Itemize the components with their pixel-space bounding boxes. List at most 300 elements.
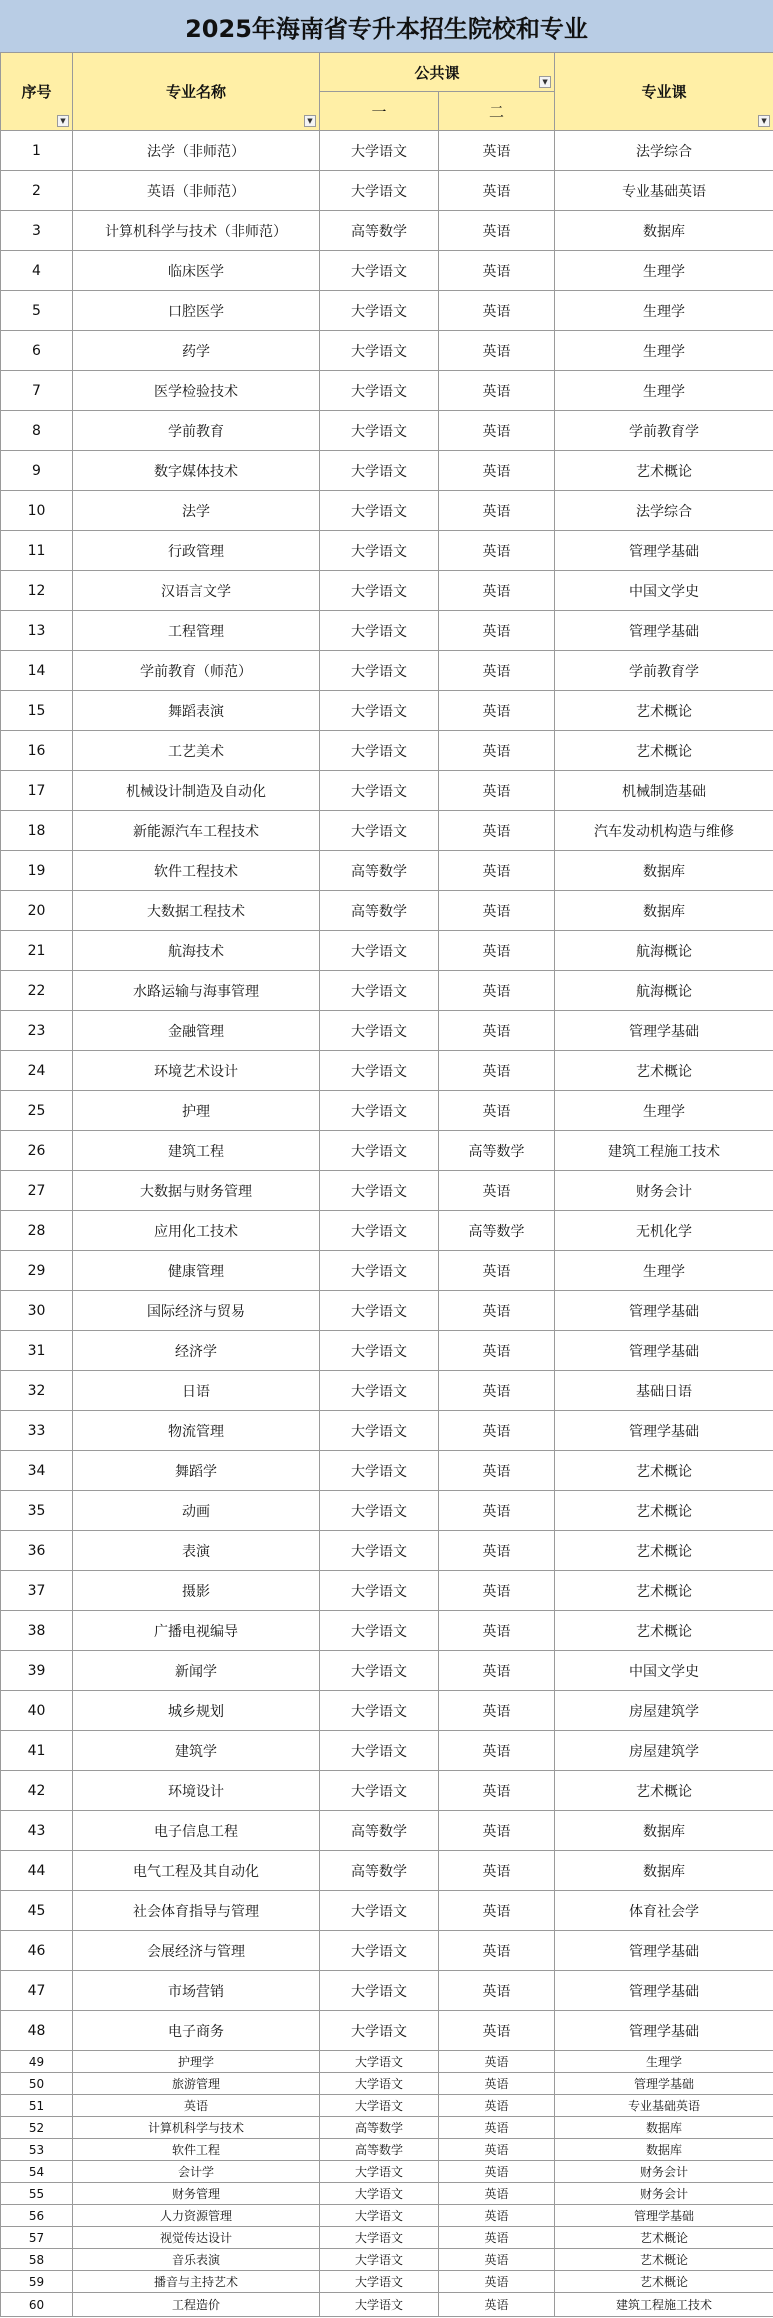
public-1-cell: 大学语文 — [320, 371, 439, 411]
public-1-cell: 大学语文 — [320, 1891, 439, 1931]
table-row — [1, 2205, 773, 2227]
table-body — [1, 131, 773, 2317]
major-cell: 汉语言文学 — [73, 571, 320, 611]
public-2-cell: 英语 — [439, 1331, 555, 1371]
public-2-cell: 英语 — [439, 1011, 555, 1051]
public-1-cell: 大学语文 — [320, 771, 439, 811]
table-row — [1, 131, 773, 171]
public-2-cell: 英语 — [439, 331, 555, 371]
seq-cell: 32 — [1, 1371, 73, 1411]
public-2-cell: 英语 — [439, 2205, 555, 2227]
seq-cell: 47 — [1, 1971, 73, 2011]
table-row — [1, 2095, 773, 2117]
major-cell: 会计学 — [73, 2161, 320, 2183]
professional-cell: 管理学基础 — [555, 1331, 773, 1371]
professional-cell: 艺术概论 — [555, 1051, 773, 1091]
table-row — [1, 2293, 773, 2317]
major-cell: 软件工程技术 — [73, 851, 320, 891]
table-row — [1, 2051, 773, 2073]
seq-cell: 23 — [1, 1011, 73, 1051]
professional-cell: 数据库 — [555, 1851, 773, 1891]
public-1-cell: 大学语文 — [320, 1331, 439, 1371]
major-cell: 临床医学 — [73, 251, 320, 291]
public-2-cell: 英语 — [439, 1971, 555, 2011]
seq-cell: 58 — [1, 2249, 73, 2271]
major-cell: 应用化工技术 — [73, 1211, 320, 1251]
professional-cell: 艺术概论 — [555, 1571, 773, 1611]
seq-cell: 15 — [1, 691, 73, 731]
filter-dropdown-icon[interactable]: ▼ — [57, 115, 69, 127]
major-cell: 护理学 — [73, 2051, 320, 2073]
major-cell: 计算机科学与技术（非师范） — [73, 211, 320, 251]
professional-cell: 房屋建筑学 — [555, 1691, 773, 1731]
header-professional — [555, 53, 773, 131]
public-1-cell: 大学语文 — [320, 1251, 439, 1291]
public-1-cell: 大学语文 — [320, 2293, 439, 2317]
seq-cell: 11 — [1, 531, 73, 571]
major-cell: 建筑学 — [73, 1731, 320, 1771]
table-row — [1, 1851, 773, 1891]
major-cell: 电子信息工程 — [73, 1811, 320, 1851]
seq-cell: 48 — [1, 2011, 73, 2051]
seq-cell: 51 — [1, 2095, 73, 2117]
public-2-cell: 英语 — [439, 1571, 555, 1611]
table-row — [1, 1051, 773, 1091]
public-2-cell: 英语 — [439, 1691, 555, 1731]
seq-cell: 14 — [1, 651, 73, 691]
public-1-cell: 大学语文 — [320, 331, 439, 371]
public-2-cell: 高等数学 — [439, 1211, 555, 1251]
professional-cell: 生理学 — [555, 251, 773, 291]
seq-cell: 18 — [1, 811, 73, 851]
seq-cell: 31 — [1, 1331, 73, 1371]
public-1-cell: 大学语文 — [320, 1491, 439, 1531]
professional-cell: 生理学 — [555, 1091, 773, 1131]
table-row — [1, 1491, 773, 1531]
professional-cell: 艺术概论 — [555, 1771, 773, 1811]
major-cell: 工程造价 — [73, 2293, 320, 2317]
public-2-cell: 英语 — [439, 2293, 555, 2317]
public-1-cell: 高等数学 — [320, 2117, 439, 2139]
table-row — [1, 1131, 773, 1171]
table-row — [1, 171, 773, 211]
professional-cell: 数据库 — [555, 1811, 773, 1851]
major-cell: 英语（非师范） — [73, 171, 320, 211]
public-2-cell: 英语 — [439, 131, 555, 171]
major-cell: 表演 — [73, 1531, 320, 1571]
filter-dropdown-icon[interactable]: ▼ — [539, 76, 551, 88]
major-cell: 旅游管理 — [73, 2073, 320, 2095]
table-row — [1, 2161, 773, 2183]
professional-cell: 管理学基础 — [555, 2205, 773, 2227]
public-2-cell: 英语 — [439, 491, 555, 531]
seq-cell: 45 — [1, 1891, 73, 1931]
professional-cell: 学前教育学 — [555, 651, 773, 691]
public-2-cell: 英语 — [439, 611, 555, 651]
professional-cell: 数据库 — [555, 2117, 773, 2139]
table-row — [1, 1771, 773, 1811]
public-1-cell: 高等数学 — [320, 1851, 439, 1891]
public-1-cell: 大学语文 — [320, 411, 439, 451]
public-1-cell: 大学语文 — [320, 491, 439, 531]
professional-cell: 建筑工程施工技术 — [555, 2293, 773, 2317]
public-1-cell: 大学语文 — [320, 291, 439, 331]
public-2-cell: 英语 — [439, 2227, 555, 2249]
seq-cell: 3 — [1, 211, 73, 251]
table-row — [1, 1411, 773, 1451]
public-1-cell: 大学语文 — [320, 1611, 439, 1651]
public-1-cell: 大学语文 — [320, 1371, 439, 1411]
table-row — [1, 571, 773, 611]
public-2-cell: 英语 — [439, 2249, 555, 2271]
public-1-cell: 大学语文 — [320, 691, 439, 731]
public-2-cell: 英语 — [439, 251, 555, 291]
professional-cell: 生理学 — [555, 331, 773, 371]
header-major — [73, 53, 320, 131]
public-1-cell: 大学语文 — [320, 1971, 439, 2011]
professional-cell: 学前教育学 — [555, 411, 773, 451]
public-2-cell: 英语 — [439, 211, 555, 251]
public-1-cell: 大学语文 — [320, 1731, 439, 1771]
table-row — [1, 211, 773, 251]
seq-cell: 60 — [1, 2293, 73, 2317]
table-row — [1, 2117, 773, 2139]
public-1-cell: 大学语文 — [320, 451, 439, 491]
public-2-cell: 英语 — [439, 1451, 555, 1491]
professional-cell: 数据库 — [555, 2139, 773, 2161]
seq-cell: 40 — [1, 1691, 73, 1731]
table-row — [1, 931, 773, 971]
seq-cell: 35 — [1, 1491, 73, 1531]
seq-cell: 8 — [1, 411, 73, 451]
seq-cell: 33 — [1, 1411, 73, 1451]
major-cell: 会展经济与管理 — [73, 1931, 320, 1971]
professional-cell: 体育社会学 — [555, 1891, 773, 1931]
table-row — [1, 971, 773, 1011]
professional-cell: 管理学基础 — [555, 1411, 773, 1451]
public-2-cell: 英语 — [439, 2095, 555, 2117]
table-row — [1, 2227, 773, 2249]
public-2-cell: 英语 — [439, 1771, 555, 1811]
table-row — [1, 771, 773, 811]
table-row — [1, 331, 773, 371]
table-row — [1, 611, 773, 651]
professional-cell: 管理学基础 — [555, 2011, 773, 2051]
seq-cell: 24 — [1, 1051, 73, 1091]
seq-cell: 56 — [1, 2205, 73, 2227]
table-row — [1, 291, 773, 331]
seq-cell: 17 — [1, 771, 73, 811]
public-2-cell: 英语 — [439, 2139, 555, 2161]
major-cell: 水路运输与海事管理 — [73, 971, 320, 1011]
professional-cell: 艺术概论 — [555, 451, 773, 491]
seq-cell: 9 — [1, 451, 73, 491]
public-1-cell: 大学语文 — [320, 1011, 439, 1051]
major-cell: 数字媒体技术 — [73, 451, 320, 491]
seq-cell: 49 — [1, 2051, 73, 2073]
major-cell: 口腔医学 — [73, 291, 320, 331]
public-2-cell: 英语 — [439, 1491, 555, 1531]
table-row — [1, 851, 773, 891]
table-row — [1, 451, 773, 491]
table-row — [1, 1011, 773, 1051]
seq-cell: 38 — [1, 1611, 73, 1651]
table-row — [1, 1371, 773, 1411]
major-cell: 舞蹈学 — [73, 1451, 320, 1491]
seq-cell: 12 — [1, 571, 73, 611]
public-2-cell: 英语 — [439, 811, 555, 851]
public-2-cell: 英语 — [439, 2271, 555, 2293]
table-row — [1, 411, 773, 451]
public-2-cell: 英语 — [439, 2183, 555, 2205]
seq-cell: 43 — [1, 1811, 73, 1851]
major-cell: 计算机科学与技术 — [73, 2117, 320, 2139]
professional-cell: 数据库 — [555, 891, 773, 931]
professional-cell: 建筑工程施工技术 — [555, 1131, 773, 1171]
professional-cell: 管理学基础 — [555, 2073, 773, 2095]
seq-cell: 20 — [1, 891, 73, 931]
major-cell: 法学（非师范） — [73, 131, 320, 171]
professional-cell: 生理学 — [555, 2051, 773, 2073]
major-cell: 建筑工程 — [73, 1131, 320, 1171]
table-row — [1, 2073, 773, 2095]
seq-cell: 54 — [1, 2161, 73, 2183]
professional-cell: 基础日语 — [555, 1371, 773, 1411]
major-cell: 环境设计 — [73, 1771, 320, 1811]
public-1-cell: 大学语文 — [320, 1931, 439, 1971]
major-cell: 学前教育 — [73, 411, 320, 451]
seq-cell: 13 — [1, 611, 73, 651]
filter-dropdown-icon[interactable]: ▼ — [758, 115, 770, 127]
public-1-cell: 大学语文 — [320, 1411, 439, 1451]
major-cell: 舞蹈表演 — [73, 691, 320, 731]
seq-cell: 22 — [1, 971, 73, 1011]
major-cell: 大数据与财务管理 — [73, 1171, 320, 1211]
seq-cell: 1 — [1, 131, 73, 171]
seq-cell: 30 — [1, 1291, 73, 1331]
public-1-cell: 高等数学 — [320, 891, 439, 931]
professional-cell: 艺术概论 — [555, 1531, 773, 1571]
public-2-cell: 英语 — [439, 1371, 555, 1411]
seq-cell: 59 — [1, 2271, 73, 2293]
major-cell: 经济学 — [73, 1331, 320, 1371]
public-2-cell: 英语 — [439, 891, 555, 931]
public-1-cell: 大学语文 — [320, 1171, 439, 1211]
professional-cell: 生理学 — [555, 291, 773, 331]
public-1-cell: 高等数学 — [320, 1811, 439, 1851]
seq-cell: 2 — [1, 171, 73, 211]
table-row — [1, 1531, 773, 1571]
major-cell: 药学 — [73, 331, 320, 371]
professional-cell: 数据库 — [555, 211, 773, 251]
major-cell: 物流管理 — [73, 1411, 320, 1451]
professional-cell: 艺术概论 — [555, 691, 773, 731]
table-row — [1, 531, 773, 571]
seq-cell: 34 — [1, 1451, 73, 1491]
public-1-cell: 大学语文 — [320, 1771, 439, 1811]
table-row — [1, 2139, 773, 2161]
public-2-cell: 英语 — [439, 1731, 555, 1771]
professional-cell: 中国文学史 — [555, 1651, 773, 1691]
major-cell: 行政管理 — [73, 531, 320, 571]
public-1-cell: 大学语文 — [320, 611, 439, 651]
professional-cell: 专业基础英语 — [555, 171, 773, 211]
major-cell: 工程管理 — [73, 611, 320, 651]
table-row — [1, 1451, 773, 1491]
public-2-cell: 英语 — [439, 1291, 555, 1331]
major-cell: 国际经济与贸易 — [73, 1291, 320, 1331]
header-major-label: 专业名称 — [165, 83, 226, 101]
major-cell: 机械设计制造及自动化 — [73, 771, 320, 811]
table-row — [1, 651, 773, 691]
header-seq-label: 序号 — [21, 83, 52, 101]
table-row — [1, 2183, 773, 2205]
table-row — [1, 1891, 773, 1931]
public-2-cell: 英语 — [439, 691, 555, 731]
seq-cell: 39 — [1, 1651, 73, 1691]
seq-cell: 46 — [1, 1931, 73, 1971]
seq-cell: 55 — [1, 2183, 73, 2205]
table-row — [1, 1931, 773, 1971]
major-cell: 软件工程 — [73, 2139, 320, 2161]
public-1-cell: 大学语文 — [320, 1051, 439, 1091]
major-cell: 新闻学 — [73, 1651, 320, 1691]
seq-cell: 36 — [1, 1531, 73, 1571]
public-2-cell: 高等数学 — [439, 1131, 555, 1171]
public-2-cell: 英语 — [439, 1891, 555, 1931]
public-2-cell: 英语 — [439, 371, 555, 411]
professional-cell: 中国文学史 — [555, 571, 773, 611]
public-2-cell: 英语 — [439, 1611, 555, 1651]
public-2-cell: 英语 — [439, 171, 555, 211]
public-2-cell: 英语 — [439, 1091, 555, 1131]
public-1-cell: 大学语文 — [320, 1451, 439, 1491]
seq-cell: 5 — [1, 291, 73, 331]
public-1-cell: 大学语文 — [320, 811, 439, 851]
table-row — [1, 1091, 773, 1131]
professional-cell: 无机化学 — [555, 1211, 773, 1251]
public-2-cell: 英语 — [439, 291, 555, 331]
public-1-cell: 大学语文 — [320, 2249, 439, 2271]
professional-cell: 航海概论 — [555, 931, 773, 971]
public-2-cell: 英语 — [439, 1931, 555, 1971]
public-2-cell: 英语 — [439, 1851, 555, 1891]
seq-cell: 37 — [1, 1571, 73, 1611]
professional-cell: 航海概论 — [555, 971, 773, 1011]
professional-cell: 艺术概论 — [555, 2227, 773, 2249]
seq-cell: 26 — [1, 1131, 73, 1171]
public-2-cell: 英语 — [439, 1531, 555, 1571]
public-2-cell: 英语 — [439, 2051, 555, 2073]
header-seq — [1, 53, 73, 131]
public-1-cell: 大学语文 — [320, 2183, 439, 2205]
public-1-cell: 大学语文 — [320, 931, 439, 971]
public-2-cell: 英语 — [439, 771, 555, 811]
public-1-cell: 大学语文 — [320, 1691, 439, 1731]
public-2-cell: 英语 — [439, 2073, 555, 2095]
major-cell: 视觉传达设计 — [73, 2227, 320, 2249]
public-2-cell: 英语 — [439, 851, 555, 891]
seq-cell: 52 — [1, 2117, 73, 2139]
table-row — [1, 2249, 773, 2271]
major-cell: 财务管理 — [73, 2183, 320, 2205]
seq-cell: 53 — [1, 2139, 73, 2161]
public-2-cell: 英语 — [439, 2161, 555, 2183]
professional-cell: 艺术概论 — [555, 2249, 773, 2271]
professional-cell: 管理学基础 — [555, 531, 773, 571]
major-cell: 大数据工程技术 — [73, 891, 320, 931]
major-cell: 社会体育指导与管理 — [73, 1891, 320, 1931]
table-row — [1, 251, 773, 291]
public-1-cell: 大学语文 — [320, 2051, 439, 2073]
professional-cell: 管理学基础 — [555, 611, 773, 651]
public-2-cell: 英语 — [439, 571, 555, 611]
major-cell: 健康管理 — [73, 1251, 320, 1291]
header-public-1: 一 — [320, 92, 439, 131]
professional-cell: 艺术概论 — [555, 1611, 773, 1651]
seq-cell: 50 — [1, 2073, 73, 2095]
seq-cell: 44 — [1, 1851, 73, 1891]
table-row — [1, 691, 773, 731]
major-cell: 新能源汽车工程技术 — [73, 811, 320, 851]
public-1-cell: 大学语文 — [320, 2205, 439, 2227]
table-row — [1, 811, 773, 851]
seq-cell: 28 — [1, 1211, 73, 1251]
professional-cell: 财务会计 — [555, 2161, 773, 2183]
table-row — [1, 371, 773, 411]
public-2-cell: 英语 — [439, 931, 555, 971]
public-1-cell: 大学语文 — [320, 531, 439, 571]
major-cell: 电子商务 — [73, 2011, 320, 2051]
public-2-cell: 英语 — [439, 651, 555, 691]
seq-cell: 21 — [1, 931, 73, 971]
seq-cell: 57 — [1, 2227, 73, 2249]
public-1-cell: 大学语文 — [320, 731, 439, 771]
professional-cell: 生理学 — [555, 371, 773, 411]
professional-cell: 艺术概论 — [555, 1451, 773, 1491]
professional-cell: 房屋建筑学 — [555, 1731, 773, 1771]
public-1-cell: 大学语文 — [320, 1291, 439, 1331]
professional-cell: 法学综合 — [555, 491, 773, 531]
filter-dropdown-icon[interactable]: ▼ — [304, 115, 316, 127]
table-row — [1, 1291, 773, 1331]
table-row — [1, 1611, 773, 1651]
table-row — [1, 1171, 773, 1211]
seq-cell: 41 — [1, 1731, 73, 1771]
major-cell: 环境艺术设计 — [73, 1051, 320, 1091]
major-cell: 法学 — [73, 491, 320, 531]
public-1-cell: 大学语文 — [320, 251, 439, 291]
public-1-cell: 大学语文 — [320, 2011, 439, 2051]
public-2-cell: 英语 — [439, 1051, 555, 1091]
major-cell: 电气工程及其自动化 — [73, 1851, 320, 1891]
public-1-cell: 高等数学 — [320, 211, 439, 251]
professional-cell: 汽车发动机构造与维修 — [555, 811, 773, 851]
table-row — [1, 1691, 773, 1731]
professional-cell: 管理学基础 — [555, 1291, 773, 1331]
table-row — [1, 1651, 773, 1691]
major-cell: 播音与主持艺术 — [73, 2271, 320, 2293]
major-cell: 航海技术 — [73, 931, 320, 971]
public-1-cell: 大学语文 — [320, 2271, 439, 2293]
major-cell: 城乡规划 — [73, 1691, 320, 1731]
majors-table — [0, 52, 773, 2317]
professional-cell: 艺术概论 — [555, 2271, 773, 2293]
professional-cell: 专业基础英语 — [555, 2095, 773, 2117]
major-cell: 医学检验技术 — [73, 371, 320, 411]
professional-cell: 数据库 — [555, 851, 773, 891]
header-public-group-label: 公共课 — [414, 63, 460, 82]
